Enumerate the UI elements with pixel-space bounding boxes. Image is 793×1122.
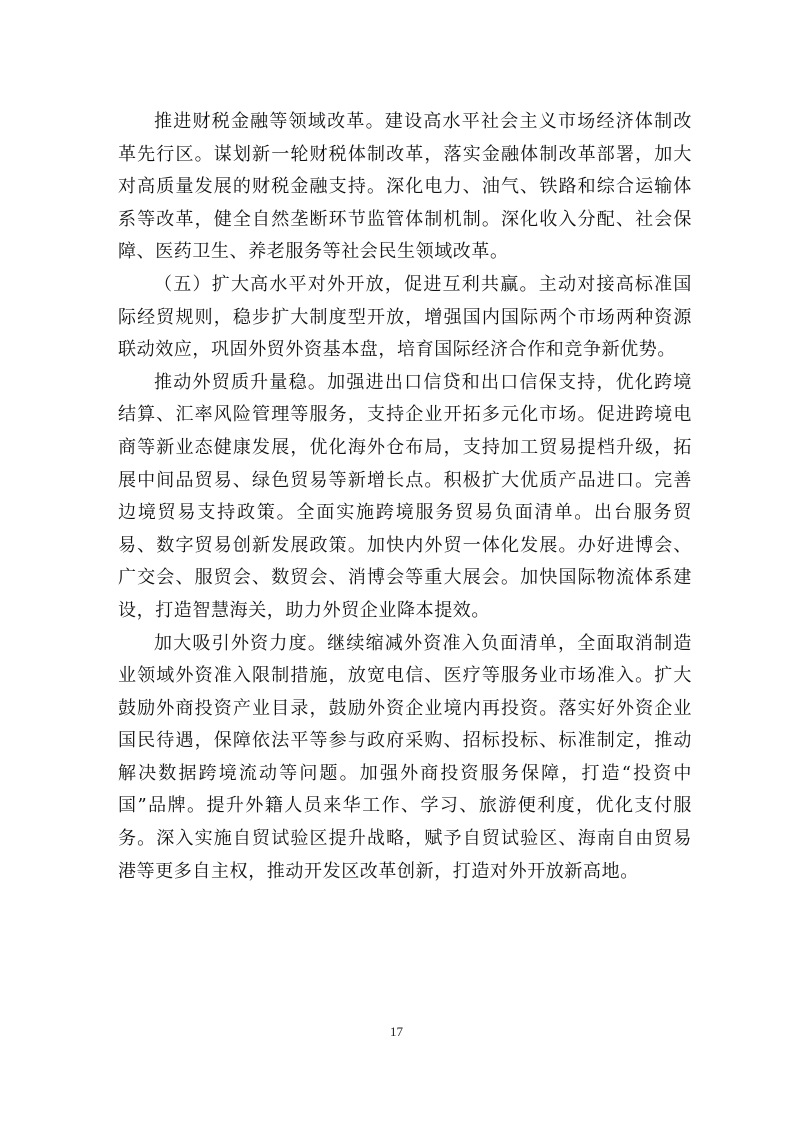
- paragraph-fiscal-reform: 推进财税金融等领域改革。建设高水平社会主义市场经济体制改革先行区。谋划新一轮财税体制改革，落实金融体制改革部署，加大对高质量发展的财税金融支持。深化电力、油气、铁路和综合运输体系等改革，健全自然垄断环节监管体制机制。深化收入分配、社会保障、医药卫生、养老服务等社会民生领域改革。: [118, 111, 692, 263]
- paragraph-foreign-trade: 推动外贸质升量稳。加强进出口信贷和出口信保支持，优化跨境结算、汇率风险管理等服务，支持企业开拓多元化市场。促进跨境电商等新业态健康发展，优化海外仓布局，支持加工贸易提档升级，拓展中间品贸易、绿色贸易等新增长点。积极扩大优质产品进口。完善边境贸易支持政策。全面实施跨境服务贸易负面清单。出台服务贸易、数字贸易创新发展政策。加快内外贸一体化发展。办好进博会、广交会、服贸会、数贸会、消博会等重大展会。加快国际物流体系建设，打造智慧海关，助力外贸企业降本提效。: [118, 371, 692, 621]
- document-body: [118, 106, 692, 888]
- page-number: 17: [390, 1024, 403, 1039]
- paragraph-foreign-investment: 加大吸引外资力度。继续缩减外资准入负面清单，全面取消制造业领域外资准入限制措施，放宽电信、医疗等服务业市场准入。扩大鼓励外商投资产业目录，鼓励外资企业境内再投资。落实好外资企业国民待遇，保障依法平等参与政府采购、招标投标、标准制定，推动解决数据跨境流动等问题。加强外商投资服务保障，打造“投资中国”品牌。提升外籍人员来华工作、学习、旅游便利度，优化支付服务。深入实施自贸试验区提升战略，赋予自贸试验区、海南自由贸易港等更多自主权，推动开发区改革创新，打造对外开放新高地。: [118, 632, 692, 882]
- paragraph-opening-up-heading: （五）扩大高水平对外开放，促进互利共赢。主动对接高标准国际经贸规则，稳步扩大制度型开放，增强国内国际两个市场两种资源联动效应，巩固外贸外资基本盘，培育国际经济合作和竞争新优势。: [118, 273, 692, 361]
